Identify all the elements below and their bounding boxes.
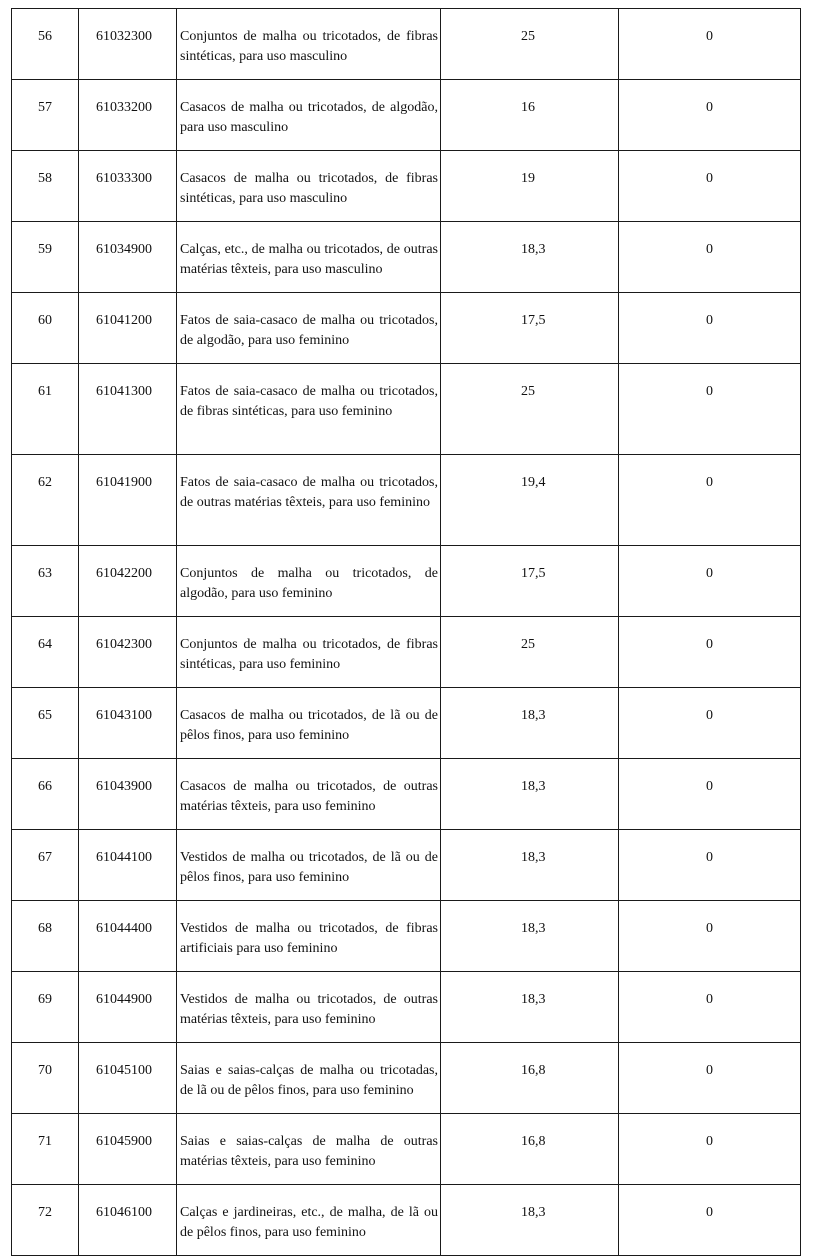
- row-number: 71: [12, 1114, 79, 1185]
- tariff-code: 61042300: [79, 617, 177, 688]
- tariff-code: 61045100: [79, 1043, 177, 1114]
- product-description: Fatos de saia-casaco de malha ou tricotados, de algodão, para uso feminino: [177, 293, 441, 364]
- tariff-code: 61043900: [79, 759, 177, 830]
- reduced-rate: 0: [619, 151, 801, 222]
- product-description: Conjuntos de malha ou tricotados, de algodão, para uso feminino: [177, 546, 441, 617]
- duty-rate: 25: [441, 9, 619, 80]
- table-row: [12, 688, 801, 759]
- row-number: 60: [12, 293, 79, 364]
- table-row: [12, 759, 801, 830]
- tariff-code: 61043100: [79, 688, 177, 759]
- table-row: [12, 1043, 801, 1114]
- table-row: [12, 9, 801, 80]
- table-row: [12, 293, 801, 364]
- row-number: 70: [12, 1043, 79, 1114]
- table-row: [12, 151, 801, 222]
- table-row: [12, 830, 801, 901]
- duty-rate: 18,3: [441, 830, 619, 901]
- row-number: 65: [12, 688, 79, 759]
- table-row: [12, 972, 801, 1043]
- reduced-rate: 0: [619, 80, 801, 151]
- table-row: [12, 222, 801, 293]
- product-description: Saias e saias-calças de malha de outras matérias têxteis, para uso feminino: [177, 1114, 441, 1185]
- table-row: [12, 901, 801, 972]
- product-description: Fatos de saia-casaco de malha ou tricotados, de fibras sintéticas, para uso feminino: [177, 364, 441, 455]
- duty-rate: 18,3: [441, 901, 619, 972]
- duty-rate: 25: [441, 364, 619, 455]
- duty-rate: 18,3: [441, 1185, 619, 1256]
- reduced-rate: 0: [619, 222, 801, 293]
- duty-rate: 17,5: [441, 546, 619, 617]
- row-number: 63: [12, 546, 79, 617]
- tariff-code: 61041900: [79, 455, 177, 546]
- tariff-code: 61044900: [79, 972, 177, 1043]
- product-description: Casacos de malha ou tricotados, de lã ou de pêlos finos, para uso feminino: [177, 688, 441, 759]
- row-number: 61: [12, 364, 79, 455]
- tariff-code: 61033200: [79, 80, 177, 151]
- reduced-rate: 0: [619, 455, 801, 546]
- product-description: Vestidos de malha ou tricotados, de lã ou de pêlos finos, para uso feminino: [177, 830, 441, 901]
- tariff-code: 61041200: [79, 293, 177, 364]
- reduced-rate: 0: [619, 364, 801, 455]
- product-description: Casacos de malha ou tricotados, de fibras sintéticas, para uso masculino: [177, 151, 441, 222]
- table-row: [12, 1185, 801, 1256]
- reduced-rate: 0: [619, 617, 801, 688]
- row-number: 58: [12, 151, 79, 222]
- table-row: [12, 1114, 801, 1185]
- duty-rate: 25: [441, 617, 619, 688]
- reduced-rate: 0: [619, 1043, 801, 1114]
- tariff-code: 61033300: [79, 151, 177, 222]
- table-row: [12, 617, 801, 688]
- product-description: Fatos de saia-casaco de malha ou tricotados, de outras matérias têxteis, para uso feminino: [177, 455, 441, 546]
- table-row: [12, 546, 801, 617]
- tariff-code: 61045900: [79, 1114, 177, 1185]
- reduced-rate: 0: [619, 293, 801, 364]
- duty-rate: 16,8: [441, 1114, 619, 1185]
- row-number: 59: [12, 222, 79, 293]
- row-number: 69: [12, 972, 79, 1043]
- duty-rate: 18,3: [441, 222, 619, 293]
- duty-rate: 16: [441, 80, 619, 151]
- reduced-rate: 0: [619, 9, 801, 80]
- tariff-code: 61042200: [79, 546, 177, 617]
- table-row: [12, 455, 801, 546]
- duty-rate: 18,3: [441, 759, 619, 830]
- reduced-rate: 0: [619, 546, 801, 617]
- product-description: Vestidos de malha ou tricotados, de fibras artificiais para uso feminino: [177, 901, 441, 972]
- duty-rate: 18,3: [441, 972, 619, 1043]
- reduced-rate: 0: [619, 688, 801, 759]
- reduced-rate: 0: [619, 901, 801, 972]
- tariff-code: 61046100: [79, 1185, 177, 1256]
- product-description: Conjuntos de malha ou tricotados, de fibras sintéticas, para uso feminino: [177, 617, 441, 688]
- row-number: 68: [12, 901, 79, 972]
- table-row: [12, 80, 801, 151]
- product-description: Casacos de malha ou tricotados, de algodão, para uso masculino: [177, 80, 441, 151]
- table-row: [12, 364, 801, 455]
- tariff-code: 61041300: [79, 364, 177, 455]
- row-number: 56: [12, 9, 79, 80]
- duty-rate: 19: [441, 151, 619, 222]
- product-description: Conjuntos de malha ou tricotados, de fibras sintéticas, para uso masculino: [177, 9, 441, 80]
- product-description: Calças e jardineiras, etc., de malha, de lã ou de pêlos finos, para uso feminino: [177, 1185, 441, 1256]
- product-description: Casacos de malha ou tricotados, de outras matérias têxteis, para uso feminino: [177, 759, 441, 830]
- row-number: 66: [12, 759, 79, 830]
- reduced-rate: 0: [619, 1114, 801, 1185]
- tariff-code: 61044100: [79, 830, 177, 901]
- row-number: 62: [12, 455, 79, 546]
- row-number: 57: [12, 80, 79, 151]
- product-description: Calças, etc., de malha ou tricotados, de outras matérias têxteis, para uso masculino: [177, 222, 441, 293]
- product-description: Vestidos de malha ou tricotados, de outras matérias têxteis, para uso feminino: [177, 972, 441, 1043]
- duty-rate: 19,4: [441, 455, 619, 546]
- duty-rate: 17,5: [441, 293, 619, 364]
- tariff-code: 61034900: [79, 222, 177, 293]
- reduced-rate: 0: [619, 972, 801, 1043]
- duty-rate: 18,3: [441, 688, 619, 759]
- product-description: Saias e saias-calças de malha ou tricotadas, de lã ou de pêlos finos, para uso feminino: [177, 1043, 441, 1114]
- row-number: 64: [12, 617, 79, 688]
- reduced-rate: 0: [619, 830, 801, 901]
- reduced-rate: 0: [619, 1185, 801, 1256]
- tariff-table: [11, 8, 801, 1256]
- reduced-rate: 0: [619, 759, 801, 830]
- tariff-code: 61044400: [79, 901, 177, 972]
- row-number: 67: [12, 830, 79, 901]
- duty-rate: 16,8: [441, 1043, 619, 1114]
- tariff-table-page: [11, 8, 800, 1256]
- row-number: 72: [12, 1185, 79, 1256]
- tariff-code: 61032300: [79, 9, 177, 80]
